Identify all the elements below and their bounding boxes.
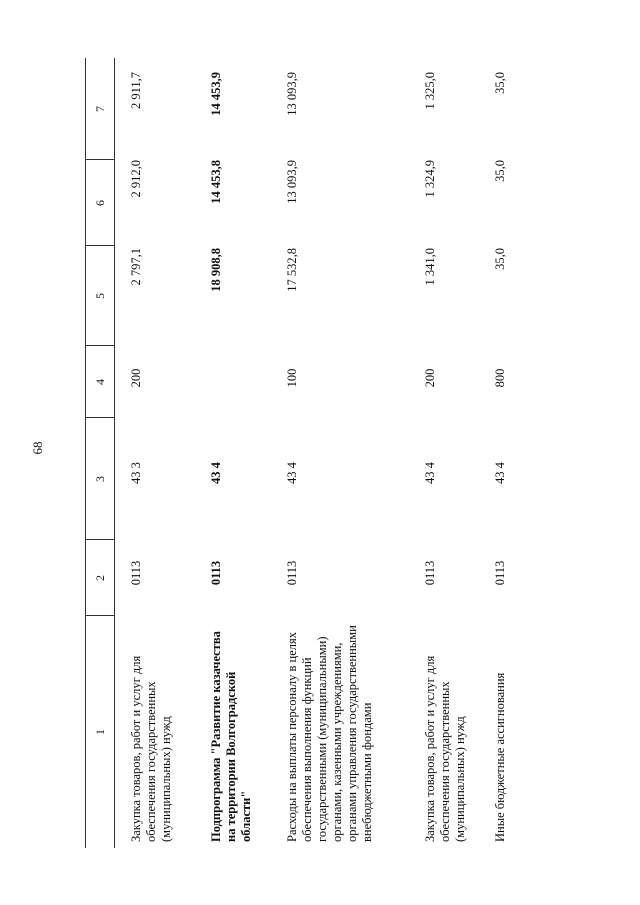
row-value-5: 18 908,8 — [209, 248, 223, 292]
header-col-4: 4 — [92, 379, 107, 385]
row-value-5: 17 532,8 — [285, 248, 299, 292]
row-value-5: 1 341,0 — [423, 248, 437, 286]
row-section-code: 0113 — [209, 560, 223, 586]
row-program-code: 43 4 — [209, 462, 223, 484]
row-name: Закупка товаров, работ и услуг для обеспечения государственных (муниципальных) нужд — [129, 655, 173, 842]
header-col-5: 5 — [92, 293, 107, 299]
row-name: Закупка товаров, работ и услуг для обеспечения государственных (муниципальных) нужд — [423, 655, 467, 842]
row-section-code: 0113 — [493, 560, 507, 586]
header-col-2: 2 — [92, 575, 107, 581]
row-name: Расходы на выплаты персоналу в целях обеспечения выполнения функций государственными (муниципальными) органами, казенными учреждениями, органами управления государственными внебюджетными фондами — [285, 625, 374, 842]
row-value-6: 1 324,9 — [423, 160, 437, 198]
row-value-6: 13 093,9 — [285, 160, 299, 204]
budget-table — [85, 58, 515, 848]
page-number: 68 — [30, 441, 45, 455]
row-section-code: 0113 — [423, 560, 437, 586]
header-col-1: 1 — [92, 729, 107, 735]
header-col-6: 6 — [92, 200, 107, 206]
row-program-code: 43 4 — [423, 462, 437, 484]
row-section-code: 0113 — [285, 560, 299, 586]
header-col-7: 7 — [92, 106, 107, 112]
row-value-6: 35,0 — [493, 160, 507, 182]
table-header-row — [85, 58, 115, 848]
row-value-6: 2 912,0 — [129, 160, 143, 198]
row-value-5: 2 797,1 — [129, 248, 143, 286]
row-expense-type: 800 — [493, 368, 507, 388]
row-name: Подпрограмма "Развитие казачества на территории Волгоградской области" — [209, 631, 253, 842]
row-expense-type: 200 — [423, 368, 437, 388]
row-section-code: 0113 — [129, 560, 143, 586]
row-program-code: 43 4 — [493, 462, 507, 484]
row-value-7: 13 093,9 — [285, 72, 299, 116]
row-value-6: 14 453,8 — [209, 160, 223, 204]
row-value-7: 1 325,0 — [423, 72, 437, 110]
row-value-5: 35,0 — [493, 248, 507, 270]
row-expense-type: 100 — [285, 368, 299, 388]
row-value-7: 14 453,9 — [209, 72, 223, 116]
row-program-code: 43 3 — [129, 462, 143, 484]
row-expense-type: 200 — [129, 368, 143, 388]
row-name: Иные бюджетные ассигнования — [493, 672, 507, 842]
header-col-3: 3 — [92, 476, 107, 482]
row-program-code: 43 4 — [285, 462, 299, 484]
row-value-7: 2 911,7 — [129, 72, 143, 110]
row-value-7: 35,0 — [493, 72, 507, 94]
